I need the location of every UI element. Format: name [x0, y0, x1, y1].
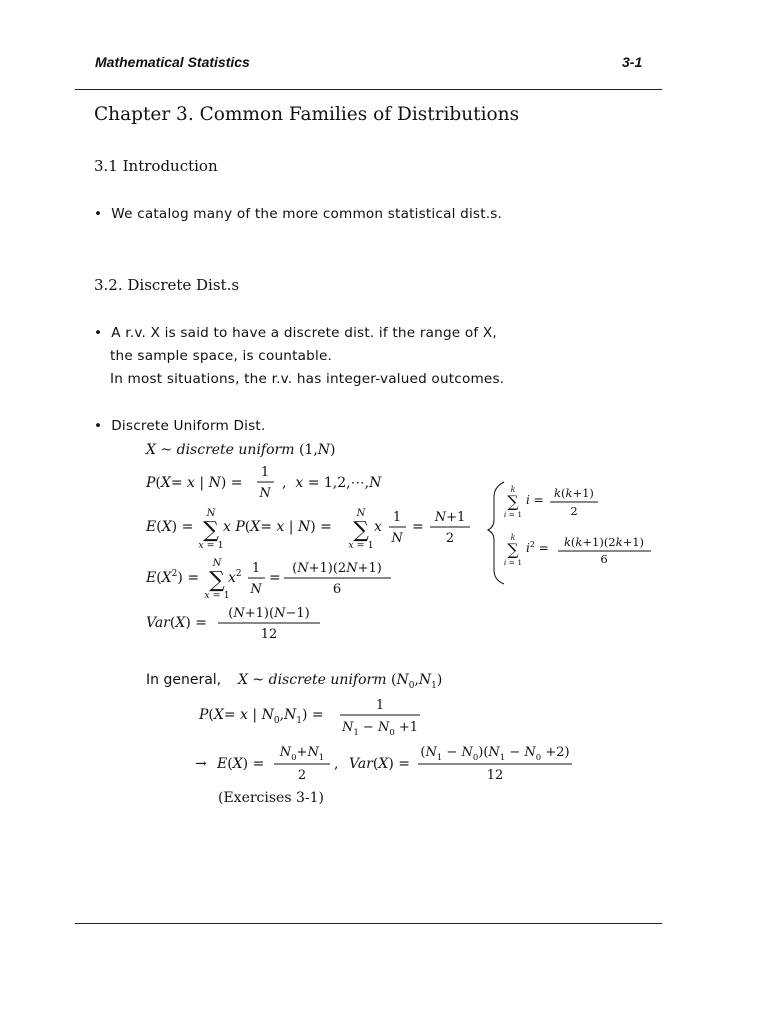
bullet-dot: •	[94, 206, 103, 222]
sum-identities	[488, 482, 651, 584]
svg-text:k(k+1)(2k+1): k(k+1)(2k+1)	[563, 535, 645, 549]
running-header-title: Mathematical Statistics	[95, 54, 250, 70]
svg-text:i = 1: i = 1	[503, 558, 523, 567]
svg-text:k: k	[510, 533, 516, 542]
exercises-reference	[218, 790, 324, 806]
svg-text:x = 1: x = 1	[348, 540, 374, 551]
svg-text:2: 2	[297, 768, 307, 783]
svg-text:=: =	[269, 570, 281, 586]
formula-general-moments	[195, 745, 572, 783]
svg-text:X ~ discrete uniform (1,N): X ~ discrete uniform (1,N)	[146, 442, 336, 458]
svg-text:∑: ∑	[203, 518, 219, 543]
svg-text:(N+1)(N−1): (N+1)(N−1)	[228, 606, 310, 621]
svg-text:N1 − N0 +1: $N_1 - N_0 +1$	[341, 720, 419, 738]
svg-text:(N1 − N0)(N1 − N0 +2): $(N_1 - N_0)(N_1 - N_0 +2)$	[420, 745, 570, 763]
svg-text:∑: ∑	[209, 568, 225, 593]
svg-text:N: N	[356, 508, 366, 519]
svg-text:6: 6	[600, 552, 608, 566]
svg-text:12: 12	[260, 627, 278, 642]
svg-text:1: 1	[260, 465, 270, 480]
bullet-dot: •	[94, 418, 103, 434]
bullet-discrete-def-line3: In most situations, the r.v. has integer-valued outcomes.	[110, 371, 505, 387]
svg-text:E(X) =: E(X) =	[217, 756, 265, 772]
section-heading-discrete: 3.2. Discrete Dist.s	[94, 276, 240, 294]
svg-text:→: →	[195, 756, 207, 772]
formula-general-pmf	[198, 698, 420, 738]
formula-second-moment	[145, 558, 391, 601]
svg-text:∑: ∑	[507, 540, 519, 559]
svg-text:x2: $x^2$	[228, 569, 242, 586]
svg-text:i2 =: $i^2$ =	[526, 540, 549, 555]
section-heading-introduction: 3.1 Introduction	[94, 157, 218, 175]
svg-text:N: N	[250, 582, 262, 597]
svg-text:2: 2	[570, 504, 578, 518]
svg-text:k(k+1): k(k+1)	[554, 486, 594, 500]
formula-general-dist	[146, 672, 442, 691]
svg-text:N: N	[206, 508, 216, 519]
bullet-text: We catalog many of the more common statistical dist.s.	[111, 206, 503, 222]
svg-text:2: 2	[445, 531, 455, 546]
bullet-discrete-def-line2: the sample space, is countable.	[110, 348, 333, 364]
svg-text:1: 1	[392, 510, 402, 525]
svg-text:x = 1: x = 1	[198, 540, 224, 551]
svg-text:12: 12	[486, 768, 504, 783]
svg-text:N: N	[391, 531, 403, 546]
svg-text:N: N	[259, 486, 271, 501]
svg-text:E(X) =: E(X) =	[146, 519, 194, 535]
svg-text:P(X= x | N) =: P(X= x | N) =	[146, 475, 243, 491]
footer-rule	[75, 923, 662, 924]
svg-text:N0+N1: $N_0+N_1$	[279, 745, 325, 763]
svg-text:In general,: In general,	[146, 672, 222, 688]
formula-mean	[145, 508, 470, 551]
formula-variance	[146, 606, 320, 642]
bullet-text: Discrete Uniform Dist.	[111, 418, 266, 434]
svg-text:∑: ∑	[507, 492, 519, 511]
svg-text:∑: ∑	[353, 518, 369, 543]
svg-text:(N+1)(2N+1): (N+1)(2N+1)	[292, 561, 382, 576]
chapter-title: Chapter 3. Common Families of Distributions	[94, 104, 520, 125]
svg-text:k: k	[510, 485, 516, 494]
svg-text:P(X= x | N0,N1) =: P(X= x | $N_0,N_1$) =	[199, 707, 324, 726]
svg-text:i = 1: i = 1	[503, 510, 523, 519]
svg-text:Var(X) =: Var(X) =	[349, 756, 410, 772]
svg-text:X ~ discrete uniform (N0,N1): X ~ discrete uniform $(N_0,N_1)$	[238, 672, 443, 691]
formula-pmf	[145, 465, 382, 501]
svg-text:1: 1	[375, 698, 385, 713]
svg-text:i =: i =	[526, 493, 544, 507]
svg-text:1: 1	[251, 561, 261, 576]
svg-text:N+1: N+1	[434, 510, 466, 525]
svg-text:=: =	[412, 519, 424, 535]
svg-text:(Exercises 3-1): (Exercises 3-1)	[218, 790, 324, 806]
bullet-dot: •	[94, 325, 103, 341]
svg-text:x P(X= x | N) =: x P(X= x | N) =	[223, 519, 332, 535]
page-number: 3-1	[622, 54, 643, 70]
svg-text:x: x	[374, 519, 382, 535]
svg-text:N: N	[212, 558, 222, 569]
svg-text:,: ,	[334, 756, 339, 772]
svg-text:x = 1: x = 1	[204, 590, 230, 601]
formula-dist	[145, 442, 336, 458]
bullet-text: A r.v. X is said to have a discrete dist. if the range of X,	[111, 325, 497, 341]
svg-text:6: 6	[332, 582, 342, 597]
svg-text:E(X2) =: $E(X^2)$ =	[146, 569, 200, 586]
svg-text:, x = 1,2,⋯,N: , x = 1,2,⋯,N	[282, 475, 382, 491]
svg-text:Var(X) =: Var(X) =	[146, 615, 207, 631]
